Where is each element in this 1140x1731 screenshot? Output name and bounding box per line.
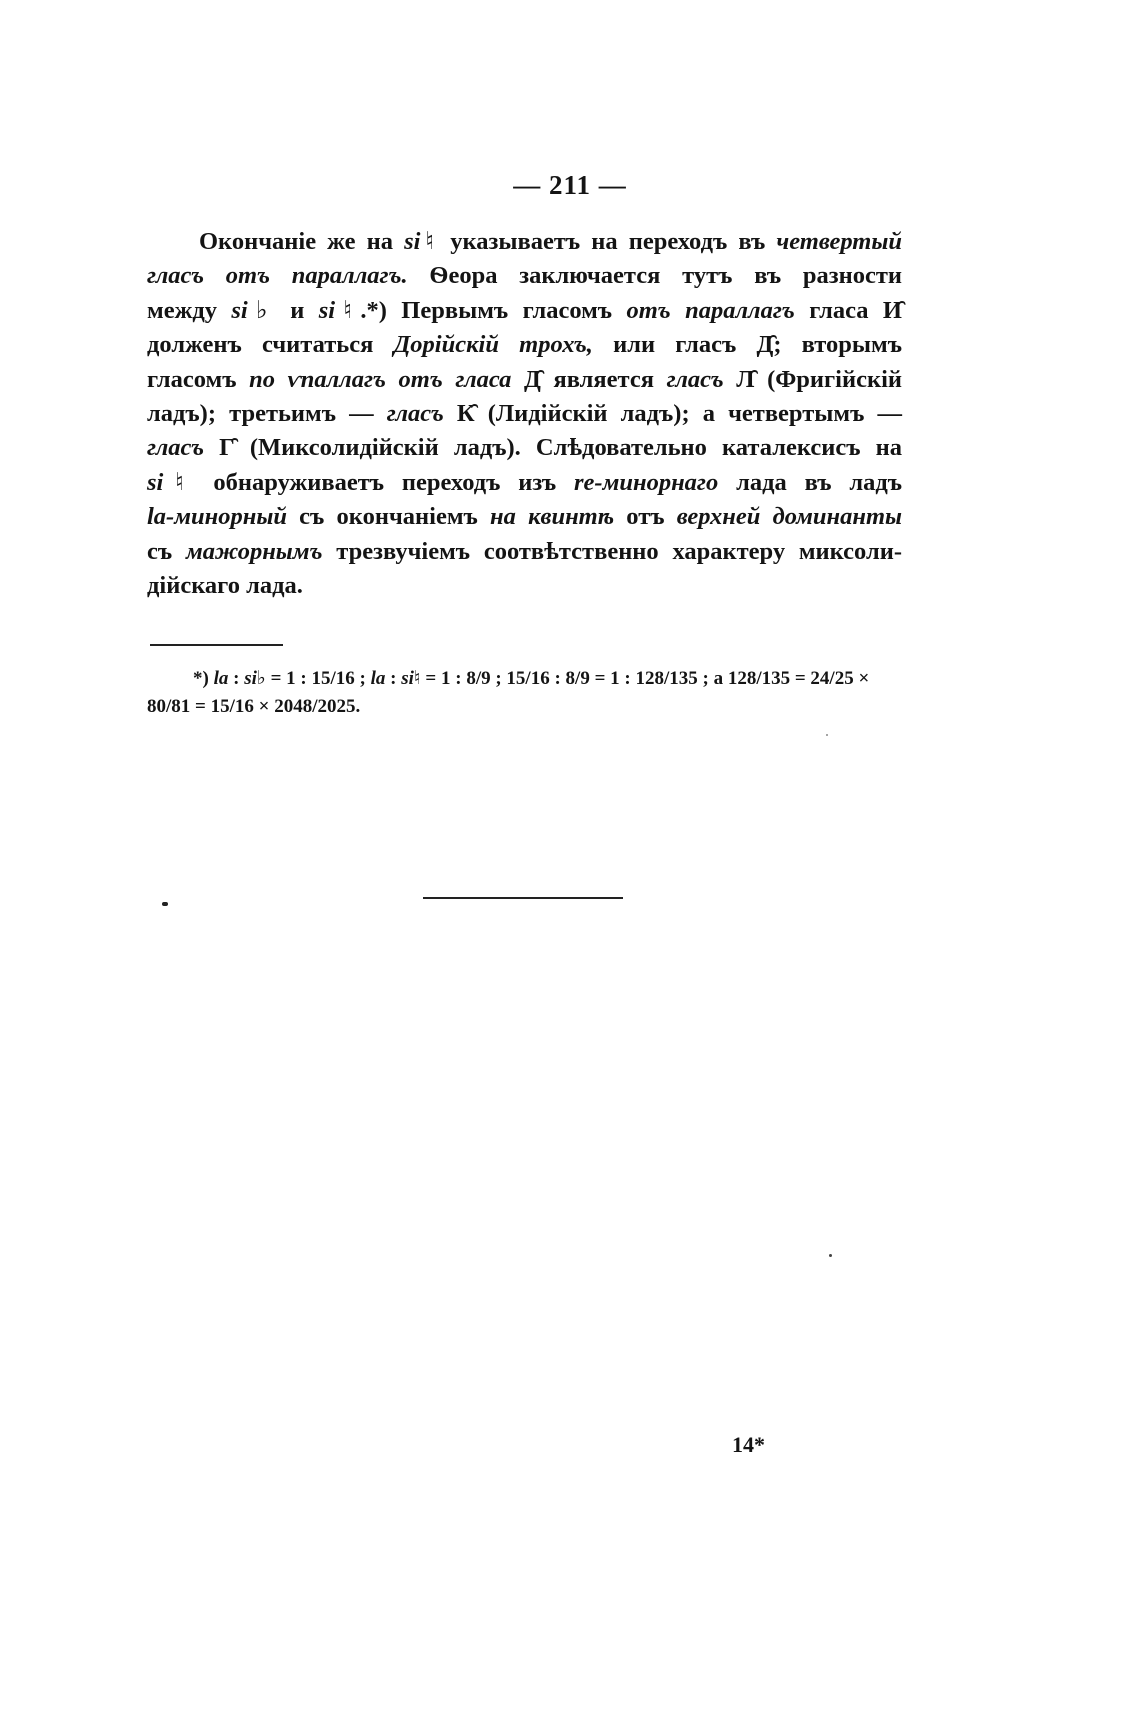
paragraph-line [147, 569, 902, 603]
italic-text: la [213, 668, 229, 689]
footnote [147, 665, 902, 721]
italic-text: гласъ [147, 434, 205, 462]
italic-text: на квинтѣ [490, 503, 615, 531]
text-run: между [147, 296, 232, 324]
italic-text: si♮ [401, 668, 421, 689]
paragraph-line [147, 225, 902, 259]
text-run: 80/81 = 15/16 × 2048/2025. [147, 696, 361, 717]
italic-text: по ѵпаллагъ отъ гласа [249, 365, 512, 393]
paragraph-line [147, 363, 902, 397]
text-run: съ [147, 537, 186, 565]
text-run: : [228, 668, 245, 689]
text-run: долженъ считаться [147, 331, 394, 359]
text-run: обнаруживаетъ переходъ изъ [195, 468, 574, 496]
text-run: съ окончаніемъ [286, 503, 491, 531]
text-run: гласомъ [147, 365, 250, 393]
text-run: указываетъ на переходъ въ [439, 228, 777, 255]
text-run: трезвучіемъ соотвѣтственно характеру миксоли- [322, 537, 902, 565]
text-run: гласа И̑ [794, 296, 902, 324]
paragraph-line [147, 535, 902, 569]
italic-text: мажорнымъ [185, 537, 323, 565]
text-run: = 1 : 8/9 ; 15/16 : 8/9 = 1 : 128/135 ; а 128/135 = 24/25 × [420, 668, 870, 689]
italic-text: si♭ [244, 668, 266, 689]
paragraph-line [147, 397, 902, 431]
footnote-divider [150, 644, 283, 646]
text-run: лада въ ладъ [718, 468, 903, 496]
text-run: Г̑ (Миксолидійскій ладъ). Слѣдовательно каталексисъ на [204, 434, 902, 462]
paragraph-line [147, 328, 902, 362]
specks [826, 734, 828, 736]
footnote-line [147, 693, 902, 721]
italic-text: четвертый [776, 228, 902, 255]
text-run: : [385, 668, 402, 689]
text-run: или гласъ Д̑; вторымъ [592, 331, 902, 359]
italic-text: si♮ [404, 228, 440, 255]
paragraph-line [147, 259, 902, 293]
italic-text: отъ параллагъ [626, 296, 795, 324]
text-run: К̑ (Лидійскій ладъ); а четвертымъ — [443, 400, 902, 428]
italic-text: la-минорный [147, 503, 287, 531]
text-run: Окончаніе же на [199, 228, 405, 255]
page-number: — 211 — [513, 170, 627, 200]
italic-text: гласъ отъ параллагъ. [147, 262, 408, 290]
text-run: Л̑ (Фригійскій [723, 365, 903, 393]
text-run: *) [193, 668, 214, 689]
text-run: ладъ); третьимъ — [147, 400, 387, 428]
footnote-line [147, 665, 902, 693]
italic-text: верхней доминанты [676, 503, 903, 531]
italic-text: si♮ [147, 468, 196, 496]
italic-text: гласъ [386, 400, 444, 428]
section-end-rule [423, 897, 623, 899]
text-run: дійскаго лада. [147, 572, 303, 600]
paragraph-line [147, 500, 902, 534]
specks [162, 902, 168, 906]
italic-text: re-минорнаго [574, 468, 719, 496]
italic-text: si♮ [318, 296, 361, 324]
paragraph-line [147, 466, 902, 500]
italic-text: si♭ [231, 296, 276, 324]
text-run: и [275, 296, 319, 324]
main-paragraph [147, 225, 902, 603]
italic-text: Дорійскій трохъ, [393, 331, 593, 359]
printer-signature-mark: 14* [732, 1432, 765, 1457]
text-run: = 1 : 15/16 ; [265, 668, 371, 689]
text-run: .*) Первымъ гласомъ [360, 296, 627, 324]
text-run: Д̑ является [511, 365, 667, 393]
italic-text: la [370, 668, 386, 689]
italic-text: гласъ [666, 365, 724, 393]
specks [829, 1254, 832, 1257]
paragraph-line [147, 431, 902, 465]
text-run: отъ [614, 503, 677, 531]
text-run: Ѳеора заключается тутъ въ разности [407, 262, 902, 290]
paragraph-line [147, 294, 902, 328]
